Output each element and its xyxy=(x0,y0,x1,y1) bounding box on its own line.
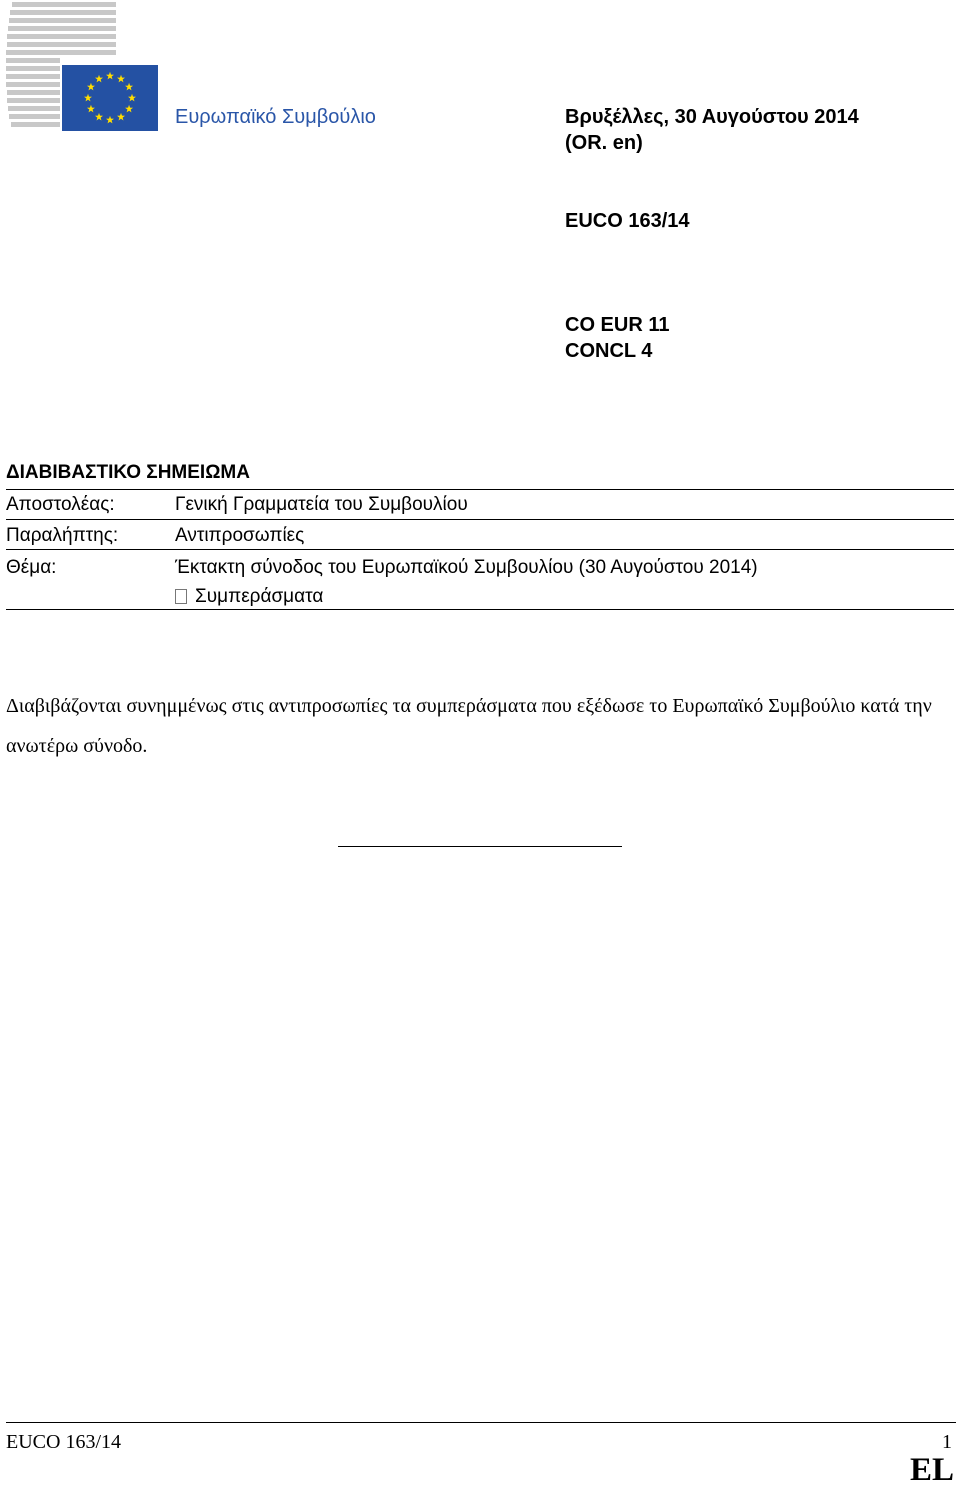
subject-label: Θέμα: xyxy=(6,557,57,578)
document-number: EUCO 163/14 xyxy=(565,210,690,232)
original-language: (OR. en) xyxy=(565,132,643,154)
note-title: ΔΙΑΒΙΒΑΣΤΙΚΟ ΣΗΜΕΙΩΜΑ xyxy=(6,462,250,483)
recipient-value: Αντιπροσωπίες xyxy=(175,525,305,546)
place-date: Βρυξέλλες, 30 Αυγούστου 2014 xyxy=(565,106,859,128)
divider xyxy=(6,549,954,550)
divider xyxy=(6,489,954,490)
body-paragraph: Διαβιβάζονται συνημμένως στις αντιπροσωπίες τα συμπεράσματα που εξέδωσε το Ευρωπαϊκό Συμβούλιο κατά την ανωτέρω σύνοδο. xyxy=(6,695,932,757)
code-co-eur: CO EUR 11 xyxy=(565,314,670,336)
footer-divider xyxy=(6,1422,956,1423)
recipient-label: Παραλήπτης: xyxy=(6,525,119,546)
footer-document-ref: EUCO 163/14 xyxy=(6,1431,121,1453)
subject-line-2: Συμπεράσματα xyxy=(195,586,324,607)
subject-line-2-wrap xyxy=(175,586,323,608)
divider xyxy=(6,519,954,520)
closing-line xyxy=(338,846,622,847)
organization-name: Ευρωπαϊκό Συμβούλιο xyxy=(175,106,376,128)
code-concl: CONCL 4 xyxy=(565,340,653,362)
sender-value: Γενική Γραμματεία του Συμβουλίου xyxy=(175,494,468,515)
eu-council-logo xyxy=(6,0,166,134)
bullet-box-icon xyxy=(175,589,187,604)
divider xyxy=(6,609,954,610)
eu-flag-icon xyxy=(6,0,166,134)
subject-line-1: Έκτακτη σύνοδος του Ευρωπαϊκού Συμβουλίου (30 Αυγούστου 2014) xyxy=(175,557,758,578)
page-number: 1 xyxy=(942,1431,952,1453)
sender-label: Αποστολέας: xyxy=(6,494,115,515)
language-code: EL xyxy=(909,1452,954,1488)
